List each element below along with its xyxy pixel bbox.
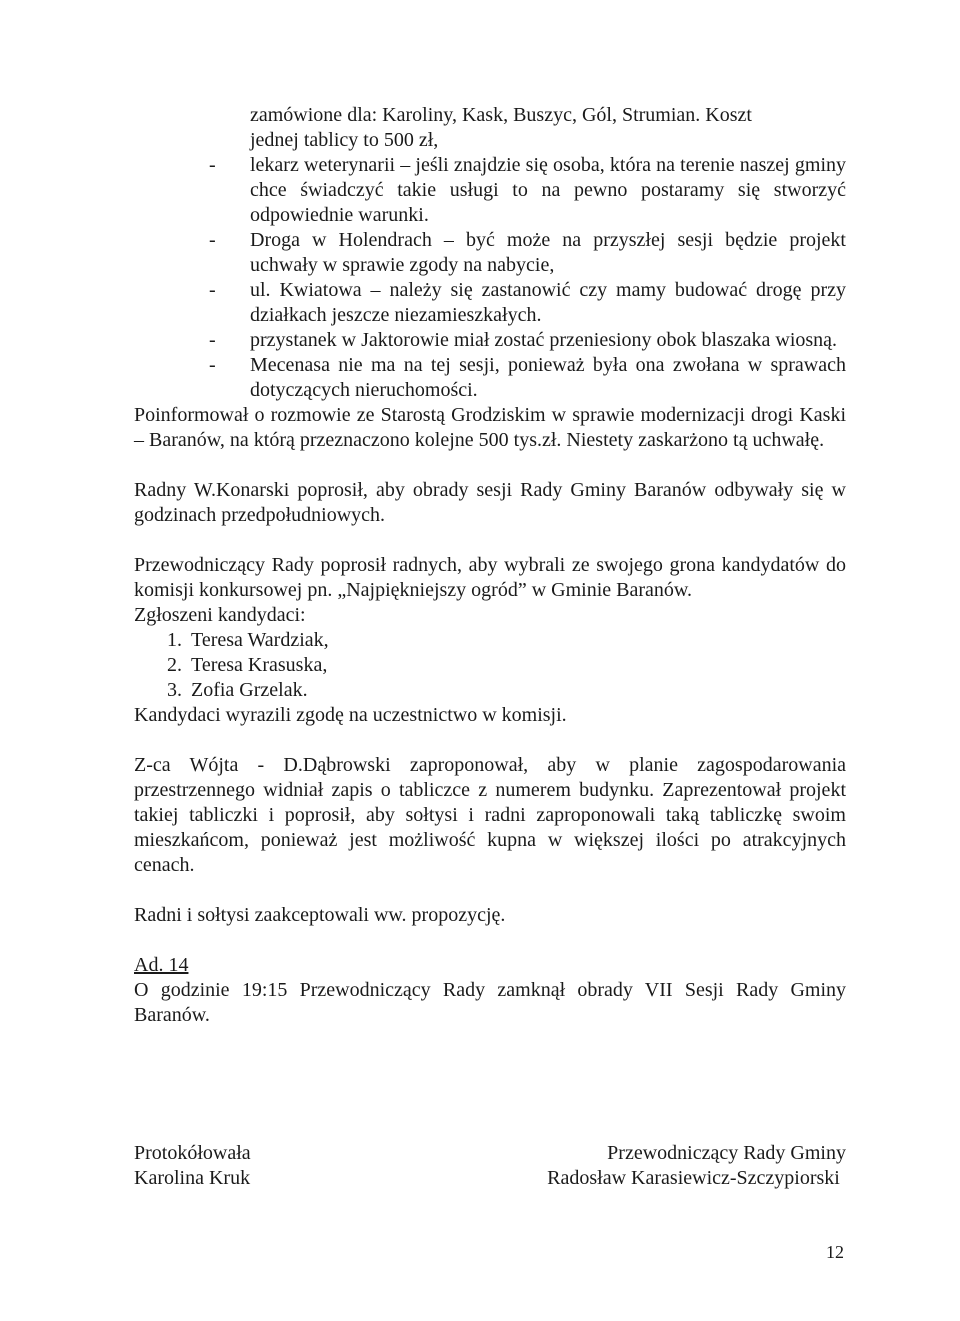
page-number: 12 [826, 1242, 844, 1262]
candidate-name: Zofia Grzelak. [191, 679, 308, 701]
list-item: - lekarz weterynarii – jeśli znajdzie się osoba, która na terenie naszej gminy chce świadczyć takie usługi to na pewno postaramy się stworzyć odpowiednie warunki. [134, 153, 846, 228]
signature-right [547, 1141, 846, 1191]
intro-line-2: jednej tablicy to 500 zł, [250, 129, 439, 151]
section-heading [134, 953, 846, 978]
candidate-number: 2. [167, 654, 182, 676]
intro-line-1: zamówione dla: Karoliny, Kask, Buszyc, Gól, Strumian. Koszt [250, 104, 752, 126]
ad-heading: Ad. 14 [134, 954, 189, 976]
signature-right-name: Radosław Karasiewicz-Szczypiorski [547, 1167, 840, 1189]
signature-left-name: Karolina Kruk [134, 1167, 251, 1189]
document-body [134, 103, 846, 1028]
paragraph-zgloszeni: Zgłoszeni kandydaci: [134, 604, 306, 626]
candidate-number: 3. [167, 679, 182, 701]
candidate-name: Teresa Wardziak, [191, 629, 329, 651]
signature-right-role: Przewodniczący Rady Gminy [607, 1142, 846, 1164]
candidate-number: 1. [167, 629, 182, 651]
paragraph-wojt: Z-ca Wójta - D.Dąbrowski zaproponował, aby w planie zagospodarowania przestrzennego widniał zapis o tabliczce z numerem budynku. Zaprezentował projekt takiej tabliczki i poprosił, aby sołtysi i radni zaproponowali taką tabliczkę swoim mieszkańcom, ponieważ jest możliwość kupna w większej ilości po atrakcyjnych cenach. [134, 754, 846, 876]
paragraph-konarski: Radny W.Konarski poprosił, aby obrady sesji Rady Gminy Baranów odbywały się w godzinach przedpołudniowych. [134, 479, 846, 526]
signature-left-role: Protokółowała [134, 1142, 251, 1164]
signature-left [134, 1141, 251, 1191]
paragraph-zgoda: Kandydaci wyrazili zgodę na uczestnictwo w komisji. [134, 704, 567, 726]
list-item [134, 628, 846, 653]
list-item: - Mecenasa nie ma na tej sesji, ponieważ była ona zwołana w sprawach dotyczących nieruchomości. [134, 353, 846, 403]
dash-bullet-list [134, 153, 846, 403]
list-item: - ul. Kwiatowa – należy się zastanowić czy mamy budować drogę przy działkach jeszcze niezamieszkałych. [134, 278, 846, 328]
paragraph-akcept: Radni i sołtysi zaakceptowali ww. propozycję. [134, 904, 506, 926]
paragraph-zamkniecie: O godzinie 19:15 Przewodniczący Rady zamknął obrady VII Sesji Rady Gminy Baranów. [134, 979, 846, 1026]
list-item: - Droga w Holendrach – być może na przyszłej sesji będzie projekt uchwały w sprawie zgody na nabycie, [134, 228, 846, 278]
candidate-list [134, 628, 846, 703]
candidate-name: Teresa Krasuska, [191, 654, 328, 676]
list-item [134, 653, 846, 678]
list-item [134, 678, 846, 703]
signature-block [134, 1141, 846, 1201]
list-item: - przystanek w Jaktorowie miał zostać przeniesiony obok blaszaka wiosną. [134, 328, 846, 353]
paragraph-starosta: Poinformował o rozmowie ze Starostą Grodziskim w sprawie modernizacji drogi Kaski – Baranów, na którą przeznaczono kolejne 500 tys.zł. Niestety zaskarżono tą uchwałę. [134, 404, 846, 451]
paragraph-komisja: Przewodniczący Rady poprosił radnych, aby wybrali ze swojego grona kandydatów do komisji konkursowej pn. „Najpiękniejszy ogród” w Gminie Baranów. [134, 554, 846, 601]
